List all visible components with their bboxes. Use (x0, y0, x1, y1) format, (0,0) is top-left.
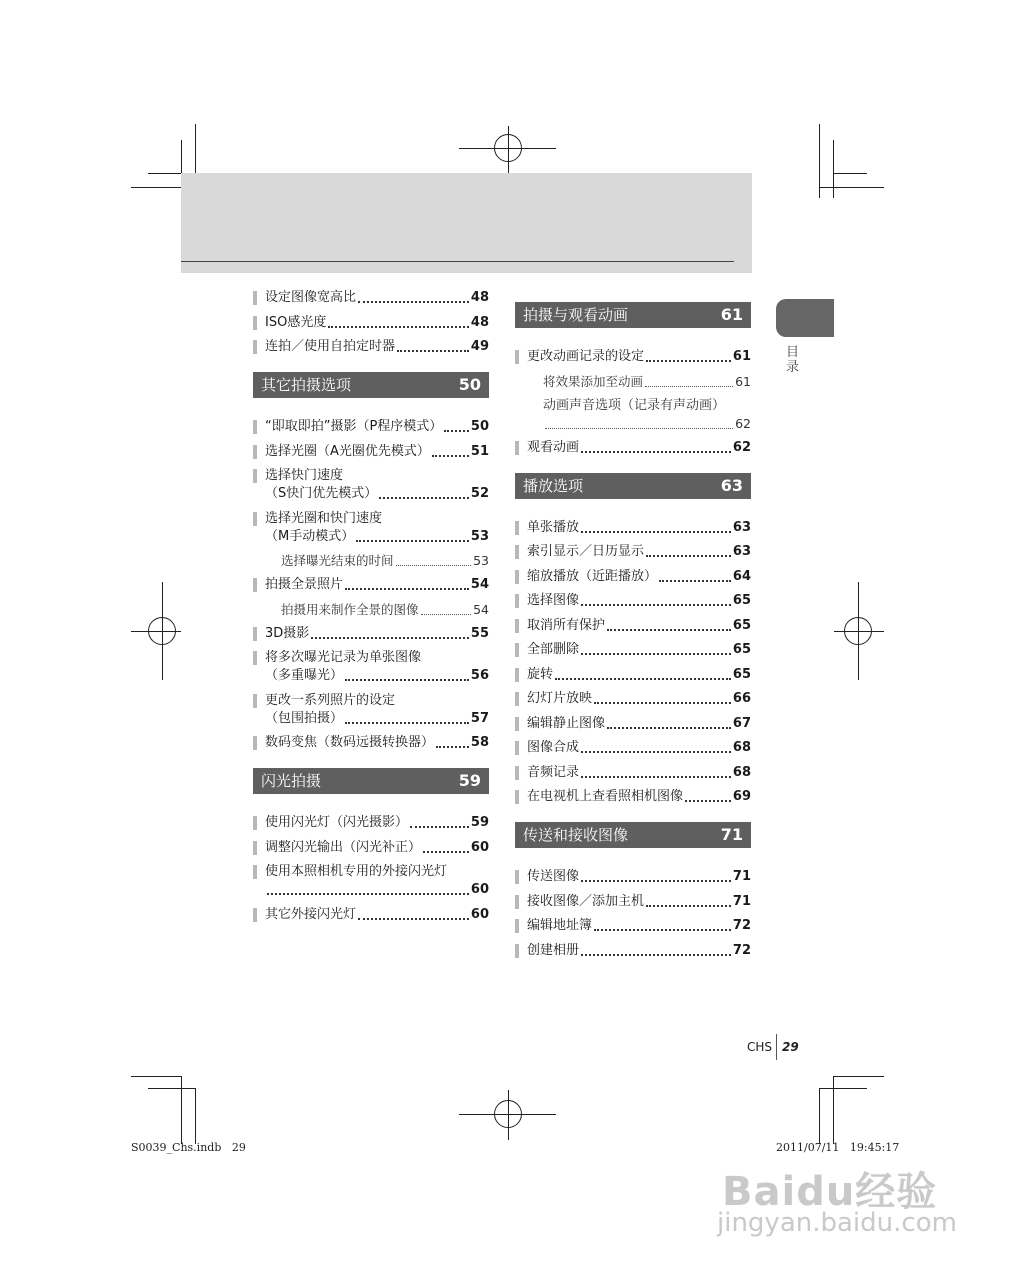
leader-dots (358, 301, 469, 303)
entry-text: 选择光圈（A光圈优先模式） (265, 443, 430, 459)
subentry-text: 将效果添加至动画 (543, 373, 644, 389)
entry-page: 48 (470, 290, 489, 305)
entry-page: 51 (470, 443, 489, 459)
leader-dots (581, 954, 731, 956)
toc-subentry[interactable] (515, 397, 751, 433)
entry-row (527, 348, 751, 366)
entry-text: 取消所有保护 (527, 617, 606, 633)
entry-page: 60 (470, 882, 489, 897)
side-tab[interactable] (776, 299, 834, 337)
entry-text: 设定图像宽高比 (265, 290, 357, 305)
leader-dots (646, 555, 731, 557)
entry-text: 接收图像／添加主机 (527, 893, 645, 909)
entry-page: 53 (470, 528, 489, 544)
entry-text: 创建相册 (527, 942, 580, 958)
entry-text: 观看动画 (527, 439, 580, 455)
entry-text: 索引显示／日历显示 (527, 544, 645, 559)
subentry-text: 拍摄用来制作全景的图像 (281, 601, 419, 617)
toc-entry[interactable] (253, 289, 489, 307)
entry-text: （M手动模式） (265, 528, 355, 544)
subentry-row (543, 373, 751, 391)
toc-entry[interactable] (253, 863, 489, 899)
entry-text-line1: 选择快门速度 (265, 468, 344, 483)
entry-row (527, 942, 751, 960)
entry-page: 59 (470, 815, 489, 830)
toc-entry[interactable] (253, 839, 489, 857)
leader-dots (423, 851, 469, 853)
entry-text-line1: 更改一系列照片的设定 (265, 692, 396, 708)
entry-page: 72 (732, 918, 751, 933)
entry-row (527, 439, 751, 457)
entry-text: 拍摄全景照片 (265, 577, 344, 592)
toc-entry[interactable] (253, 649, 489, 685)
leader-dots (581, 653, 731, 655)
leader-dots (645, 386, 733, 387)
entry-page: 50 (470, 419, 489, 434)
toc-entry[interactable] (253, 734, 489, 752)
entry-row (265, 667, 489, 685)
entry-row (527, 568, 751, 586)
toc-entry[interactable] (515, 868, 751, 886)
entry-text: ISO感光度 (265, 314, 327, 330)
section-title: 其它拍摄选项 (261, 376, 352, 394)
leader-dots (646, 905, 731, 907)
entry-text: （多重曝光） (265, 668, 344, 683)
leader-dots (267, 893, 469, 895)
toc-entry[interactable] (515, 617, 751, 635)
toc-entry[interactable] (515, 942, 751, 960)
toc-entry[interactable] (253, 576, 489, 594)
entry-page: 62 (732, 439, 751, 455)
leader-dots (607, 727, 731, 729)
entry-row (265, 289, 489, 307)
entry-row (527, 868, 751, 886)
entry-text: 连拍／使用自拍定时器 (265, 339, 396, 354)
footer-file: S0039_Chs.indb 29 (131, 1141, 246, 1154)
toc-entry[interactable] (253, 625, 489, 643)
toc-entry[interactable] (515, 715, 751, 733)
header-rule (181, 261, 734, 262)
section-header (515, 302, 751, 328)
leader-dots (555, 678, 731, 680)
leader-dots (581, 531, 731, 533)
toc-entry[interactable] (253, 467, 489, 503)
leader-dots (356, 540, 469, 542)
entry-text: 选择图像 (527, 593, 580, 608)
leader-dots (410, 826, 469, 828)
entry-page: 72 (732, 942, 751, 958)
entry-row (265, 625, 489, 643)
entry-page: 58 (470, 735, 489, 750)
subentry-text-line1: 动画声音选项（记录有声动画） (543, 397, 726, 413)
entry-text-line1: 使用本照相机专用的外接闪光灯 (265, 864, 448, 879)
section-title: 播放选项 (523, 476, 584, 495)
leader-dots (397, 350, 469, 352)
entry-page: 65 (732, 666, 751, 682)
entry-row (265, 881, 489, 899)
leader-dots (581, 776, 731, 778)
toc-entry[interactable] (515, 592, 751, 610)
leader-dots (328, 326, 469, 328)
toc-entry[interactable] (515, 666, 751, 684)
entry-row (527, 617, 751, 635)
section-header (515, 822, 751, 848)
leader-dots (646, 360, 731, 362)
entry-page: 60 (470, 906, 489, 922)
section-page: 50 (458, 375, 481, 394)
leader-dots (396, 565, 472, 566)
entry-row (527, 788, 751, 806)
entry-page: 56 (470, 668, 489, 683)
entry-text: 音频记录 (527, 764, 580, 780)
toc-entry[interactable] (253, 692, 489, 728)
entry-page: 48 (470, 314, 489, 330)
entry-page: 64 (732, 568, 751, 584)
toc-entry[interactable] (515, 543, 751, 561)
entry-text: 传送图像 (527, 869, 580, 884)
entry-text: 编辑地址簿 (527, 918, 593, 933)
subentry-row (281, 552, 489, 570)
entry-row (265, 338, 489, 356)
entry-row (527, 543, 751, 561)
toc-entry[interactable] (515, 568, 751, 586)
entry-page: 68 (732, 740, 751, 755)
toc-entry[interactable] (253, 510, 489, 546)
toc-left-column (253, 289, 489, 930)
leader-dots (345, 722, 469, 724)
header-band (181, 173, 752, 273)
toc-entry[interactable] (515, 764, 751, 782)
toc-entry[interactable] (515, 348, 751, 366)
section-header (253, 372, 489, 398)
entry-page: 65 (732, 593, 751, 608)
watermark-brand: Baidu经验 (722, 1169, 938, 1215)
toc-entry[interactable] (515, 519, 751, 537)
section-page: 71 (720, 825, 743, 844)
entry-row (265, 443, 489, 461)
section-title: 闪光拍摄 (261, 772, 322, 790)
toc-entry[interactable] (515, 641, 751, 659)
entry-row (265, 710, 489, 728)
entry-page: 67 (732, 715, 751, 731)
footer-page-number: 29 (782, 1040, 799, 1054)
entry-text: （S快门优先模式） (265, 486, 378, 501)
leader-dots (594, 929, 731, 931)
leader-dots (545, 428, 733, 429)
entry-text: 其它外接闪光灯 (265, 906, 357, 922)
section-page: 59 (458, 771, 481, 790)
toc-entry[interactable] (253, 314, 489, 332)
leader-dots (581, 451, 731, 453)
entry-text: 更改动画记录的设定 (527, 349, 645, 364)
section-page: 63 (720, 475, 743, 495)
entry-row (527, 592, 751, 610)
entry-row (527, 917, 751, 935)
entry-row (265, 906, 489, 924)
side-tab-label: 目录 (786, 345, 800, 375)
subentry-page: 61 (735, 373, 751, 389)
entry-page: 52 (470, 486, 489, 501)
subentry-row (281, 601, 489, 619)
entry-row (527, 764, 751, 782)
entry-row (265, 734, 489, 752)
entry-text: 编辑静止图像 (527, 715, 606, 731)
entry-text: 调整闪光输出（闪光补正） (265, 839, 422, 855)
entry-text: 在电视机上查看照相机图像 (527, 789, 684, 804)
entry-page: 61 (732, 349, 751, 364)
entry-page: 63 (732, 544, 751, 559)
entry-row (527, 893, 751, 911)
entry-page: 66 (732, 691, 751, 706)
entry-row (265, 314, 489, 332)
entry-text: 使用闪光灯（闪光摄影） (265, 815, 409, 830)
toc-entry[interactable] (253, 418, 489, 436)
toc-right-column (515, 286, 751, 966)
subentry-page: 62 (735, 415, 751, 431)
leader-dots (607, 629, 731, 631)
toc-entry[interactable] (253, 814, 489, 832)
section-header (253, 768, 489, 794)
leader-dots (594, 702, 731, 704)
entry-row (527, 666, 751, 684)
section-header (515, 473, 751, 499)
watermark-url: jingyan.baidu.com (717, 1208, 957, 1238)
entry-page: 65 (732, 617, 751, 633)
entry-page: 65 (732, 642, 751, 657)
entry-row (265, 576, 489, 594)
toc-subentry[interactable] (253, 601, 489, 619)
toc-entry[interactable] (253, 443, 489, 461)
entry-row (527, 715, 751, 733)
entry-row (265, 485, 489, 503)
entry-text: 旋转 (527, 666, 554, 682)
toc-entry[interactable] (515, 690, 751, 708)
toc-entry[interactable] (515, 788, 751, 806)
section-title: 传送和接收图像 (523, 826, 629, 844)
entry-row (265, 418, 489, 436)
entry-text: 数码变焦（数码远摄转换器） (265, 735, 435, 750)
entry-text-line1: 将多次曝光记录为单张图像 (265, 650, 422, 665)
entry-text: 全部删除 (527, 642, 580, 657)
entry-text-line1: 选择光圈和快门速度 (265, 510, 383, 526)
entry-page: 60 (470, 839, 489, 855)
entry-row (265, 839, 489, 857)
entry-page: 71 (732, 893, 751, 909)
subentry-row (543, 415, 751, 433)
entry-row (265, 528, 489, 546)
leader-dots (659, 580, 731, 582)
entry-text: 缩放播放（近距播放） (527, 568, 658, 584)
entry-row (527, 519, 751, 537)
leader-dots (581, 880, 731, 882)
subentry-page: 53 (473, 553, 489, 568)
entry-text: 图像合成 (527, 740, 580, 755)
entry-row (265, 814, 489, 832)
toc-subentry[interactable] (253, 552, 489, 570)
entry-page: 55 (470, 625, 489, 641)
toc-subentry[interactable] (515, 373, 751, 391)
leader-dots (358, 918, 469, 920)
footer-lang: CHS (747, 1040, 773, 1054)
leader-dots (345, 588, 469, 590)
leader-dots (436, 746, 469, 748)
entry-text: 单张播放 (527, 519, 580, 535)
leader-dots (345, 679, 469, 681)
toc-entry[interactable] (253, 338, 489, 356)
leader-dots (379, 497, 469, 499)
toc-entry[interactable] (515, 739, 751, 757)
entry-row (527, 641, 751, 659)
entry-page: 71 (732, 869, 751, 884)
entry-page: 63 (732, 519, 751, 535)
entry-page: 68 (732, 764, 751, 780)
footer-timestamp: 2011/07/11 19:45:17 (776, 1141, 900, 1154)
leader-dots (311, 637, 469, 639)
leader-dots (685, 800, 731, 802)
entry-text: （包围拍摄） (265, 710, 344, 726)
section-title: 拍摄与观看动画 (523, 306, 629, 324)
subentry-text: 选择曝光结束的时间 (281, 553, 394, 568)
toc-entry[interactable] (515, 893, 751, 911)
subentry-page: 54 (473, 601, 489, 617)
leader-dots (421, 614, 472, 615)
entry-text: 3D摄影 (265, 625, 310, 641)
toc-entry[interactable] (515, 439, 751, 457)
entry-text: 幻灯片放映 (527, 691, 593, 706)
leader-dots (432, 455, 469, 457)
entry-page: 54 (470, 577, 489, 592)
entry-text: “即取即拍”摄影（P程序模式） (265, 419, 443, 434)
footer-divider (776, 1034, 777, 1060)
entry-page: 69 (732, 789, 751, 804)
leader-dots (581, 604, 731, 606)
leader-dots (444, 430, 469, 432)
toc-entry[interactable] (253, 906, 489, 924)
toc-entry[interactable] (515, 917, 751, 935)
entry-page: 49 (470, 339, 489, 354)
entry-row (527, 690, 751, 708)
section-page: 61 (720, 305, 743, 324)
entry-row (527, 739, 751, 757)
entry-page: 57 (470, 710, 489, 726)
leader-dots (581, 751, 731, 753)
